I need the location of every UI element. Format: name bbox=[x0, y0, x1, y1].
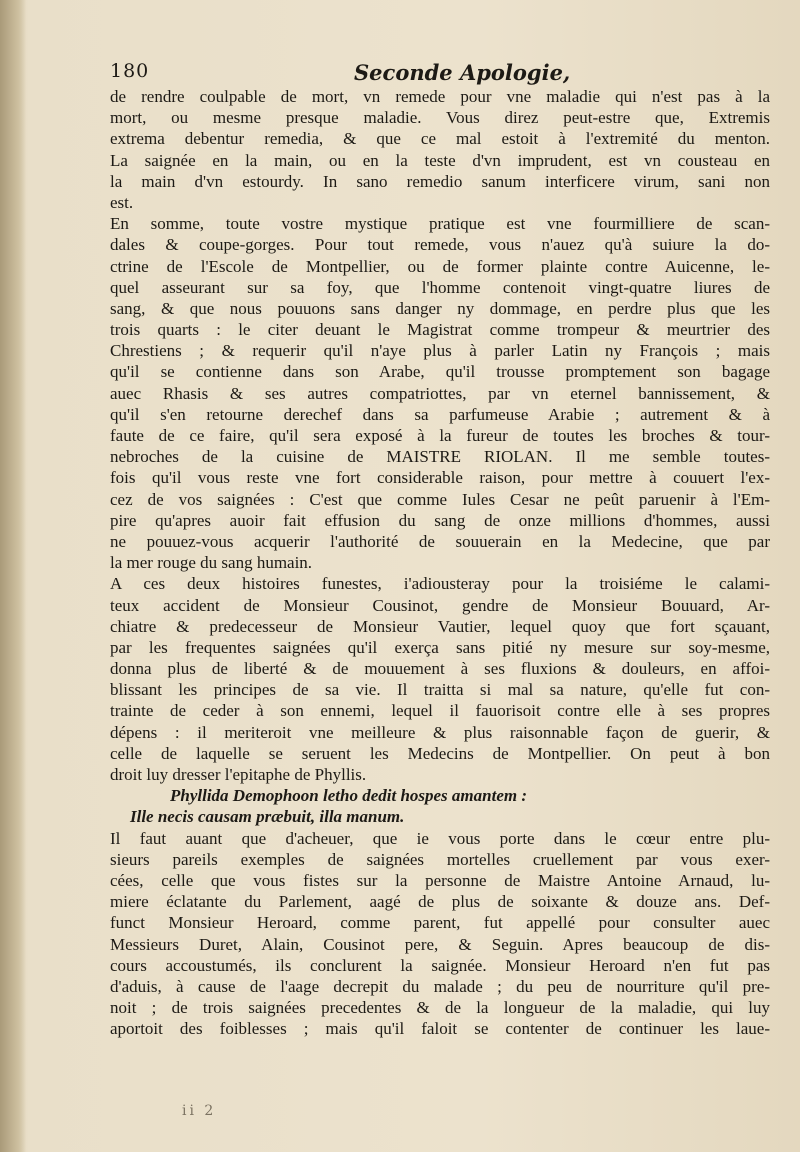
running-title: Seconde Apologie, bbox=[354, 60, 571, 85]
text-line: aportoit des foiblesses ; mais qu'il faloit se contenter de continuer les laue- bbox=[110, 1019, 770, 1039]
text-line: blissant les principes de sa vie. Il traitta si mal sa nature, qu'elle fut con- bbox=[110, 680, 770, 700]
text-line: trainte de ceder à son ennemi, lequel il fauorisoit contre elle à ses propres bbox=[110, 701, 770, 721]
text-line: la main d'vn estourdy. In sano remedio sanum interficere virum, sani non bbox=[110, 171, 770, 191]
text-line: fois qu'il vous reste vne fort considerable raison, pour mettre à couuert l'ex- bbox=[110, 468, 770, 488]
text-line: A ces deux histoires funestes, i'adiousteray pour la troisiéme le calami- bbox=[110, 574, 770, 594]
text-line: donna plus de liberté & de mouuement à ses fluxions & douleurs, en affoi- bbox=[110, 659, 770, 679]
text-line: cours accoustumés, ils conclurent la saignée. Monsieur Heroard n'en fut pas bbox=[110, 955, 770, 975]
verse-line: Ille necis causam præbuit, illa manum. bbox=[130, 807, 405, 827]
text-line: quel asseurant sur sa foy, que l'homme contenoit vingt-quatre liures de bbox=[110, 277, 770, 297]
text-line: noit ; de trois saignées precedentes & de la longueur de la maladie, qui luy bbox=[110, 998, 770, 1018]
text-line: par les frequentes saignées qu'il exerça sans pitié ny mesure sur soy-mesme, bbox=[110, 637, 770, 657]
text-line: auec Rhasis & ses autres compatriottes, par vn eternel bannissement, & bbox=[110, 383, 770, 403]
text-line: d'aduis, à cause de l'aage decrepit du malade ; du peu de nourriture qu'il pre- bbox=[110, 976, 770, 996]
text-line: faute de ce faire, qu'il sera exposé à la fureur de toutes les broches & tour- bbox=[110, 426, 770, 445]
text-line: dépens : il meriteroit vne meilleure & plus raisonnable façon de guerir, & bbox=[110, 722, 770, 742]
text-line: qu'il se contienne dans son Arabe, qu'il trousse promptement son bagage bbox=[110, 362, 770, 382]
text-line: sang, & que nous pouuons sans danger ny dommage, en perdre plus que les bbox=[110, 298, 770, 318]
text-line: de rendre coulpable de mort, vn remede pour vne maladie qui n'est pas à la bbox=[110, 87, 770, 106]
text-line: funct Monsieur Heroard, comme parent, fut appellé pour consulter auec bbox=[110, 913, 770, 933]
body-text bbox=[110, 86, 770, 1039]
text-line: est. bbox=[110, 192, 134, 212]
text-line: cées, celle que vous fistes sur la personne de Maistre Antoine Arnaud, lu- bbox=[110, 870, 770, 890]
text-line: sieurs pareils exemples de saignées mortelles cruellement par vous exer- bbox=[110, 849, 770, 869]
text-line: la mer rouge du sang humain. bbox=[110, 553, 313, 573]
text-line: chiatre & predecesseur de Monsieur Vautier, lequel quoy que fort sçauant, bbox=[110, 616, 770, 636]
text-line: mort, ou mesme presque maladie. Vous direz peut-estre que, Extremis bbox=[110, 108, 770, 128]
text-line: extrema debentur remedia, & que ce mal estoit à l'extremité du menton. bbox=[110, 129, 770, 149]
text-line: cez de vos saignées : C'est que comme Iules Cesar ne peût paruenir à l'Em- bbox=[110, 489, 770, 509]
text-line: Il faut auant que d'acheuer, que ie vous porte dans le cœur entre plu- bbox=[110, 828, 770, 848]
text-line: celle de laquelle se seruent les Medecins de Montpellier. On peut à bon bbox=[110, 743, 770, 763]
page-number: 180 bbox=[110, 60, 150, 82]
text-line: pire qu'apres auoir fait effusion du sang de onze millions d'hommes, aussi bbox=[110, 510, 770, 530]
text-line: ctrine de l'Escole de Montpellier, ou de former plainte contre Auicenne, le- bbox=[110, 256, 770, 276]
text-line: Chrestiens ; & requerir qu'il n'aye plus à parler Latin ny François ; mais bbox=[110, 341, 770, 361]
text-line: dales & coupe-gorges. Pour tout remede, vous n'auez qu'à suiure la do- bbox=[110, 235, 770, 255]
text-line: nebroches de la cuisine de MAISTRE RIOLAN. Il me semble toutes- bbox=[110, 447, 770, 467]
text-line: En somme, toute vostre mystique pratique est vne fourmilliere de scan- bbox=[110, 214, 770, 234]
page-header bbox=[110, 60, 770, 88]
text-line: trois quarts : le citer deuant le Magistrat comme trompeur & meurtrier des bbox=[110, 320, 770, 340]
text-line: Messieurs Duret, Alain, Cousinot pere, & Seguin. Apres beaucoup de dis- bbox=[110, 934, 770, 954]
signature-mark: ii 2 bbox=[182, 1103, 217, 1119]
text-line: qu'il s'en retourne derechef dans sa parfumeuse Arabie ; autrement & à bbox=[110, 404, 770, 424]
text-line: teux accident de Monsieur Cousinot, gendre de Monsieur Bouuard, Ar- bbox=[110, 595, 770, 615]
text-line: La saignée en la main, ou en la teste d'vn imprudent, est vn cousteau en bbox=[110, 150, 770, 170]
verse-line: Phyllida Demophoon letho dedit hospes amantem : bbox=[170, 786, 528, 806]
text-line: miere éclatante du Parlement, aagé de plus de soixante & douze ans. Def- bbox=[110, 892, 770, 912]
page-binding-edge bbox=[0, 0, 26, 1152]
text-line: droit luy dresser l'epitaphe de Phyllis. bbox=[110, 765, 367, 784]
text-line: ne pouuez-vous acquerir l'authorité de souuerain en la Medecine, que par bbox=[110, 531, 770, 551]
